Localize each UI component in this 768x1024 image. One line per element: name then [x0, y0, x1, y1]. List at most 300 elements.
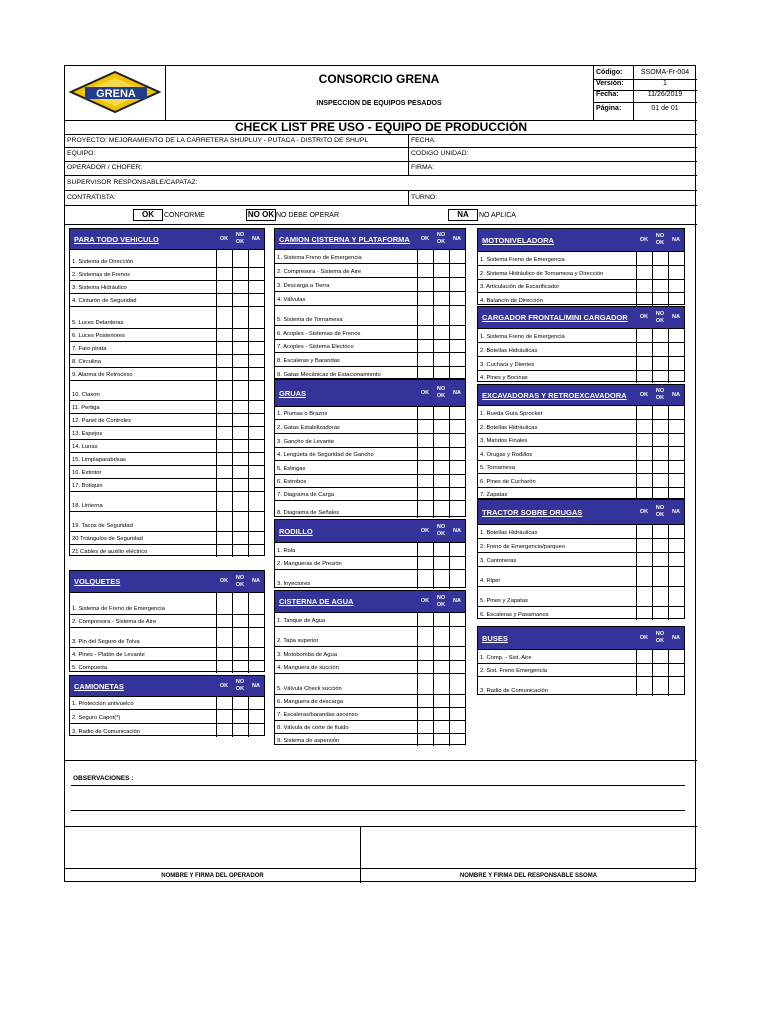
na-checkbox-cell[interactable] [668, 434, 669, 446]
checklist-item-label: 4. Válvulas [277, 297, 306, 303]
nook-checkbox-cell[interactable] [232, 368, 233, 380]
nook-checkbox-cell[interactable] [232, 281, 233, 293]
na-checkbox-cell[interactable] [668, 280, 669, 292]
ok-checkbox-cell[interactable] [636, 525, 637, 538]
nook-checkbox-cell[interactable] [652, 525, 653, 538]
na-checkbox-cell[interactable] [248, 440, 249, 452]
nook-checkbox-cell[interactable] [232, 545, 233, 557]
na-checkbox-cell[interactable] [668, 329, 669, 342]
na-checkbox-cell[interactable] [668, 474, 669, 487]
nook-checkbox-cell[interactable] [433, 434, 434, 447]
nook-checkbox-cell[interactable] [433, 306, 434, 325]
checklist-item-label: 5. Eslingas [277, 466, 306, 472]
checklist-item-label: 5. Pines y Zapatas [480, 598, 529, 604]
nook-checkbox-cell[interactable] [433, 674, 434, 694]
nook-checkbox-cell[interactable] [433, 292, 434, 305]
nook-checkbox-cell[interactable] [433, 488, 434, 500]
checklist-row [275, 447, 465, 460]
checklist-item-label: 9. Gatas Mecánicas de Estacionamiento [277, 372, 381, 378]
checklist-row [275, 366, 465, 380]
na-checkbox-cell[interactable] [668, 266, 669, 279]
na-checkbox-cell[interactable] [248, 307, 249, 328]
ok-checkbox-cell[interactable] [216, 381, 217, 400]
nook-checkbox-cell[interactable] [232, 342, 233, 354]
na-checkbox-cell[interactable] [668, 553, 669, 566]
meta-page-value: 01 de 01 [651, 105, 679, 112]
checklist-row [70, 478, 264, 491]
na-checkbox-cell[interactable] [449, 488, 450, 500]
ok-checkbox-cell[interactable] [417, 695, 418, 707]
nook-checkbox-cell[interactable] [652, 266, 653, 279]
nook-checkbox-cell[interactable] [433, 326, 434, 339]
na-checkbox-cell[interactable] [248, 294, 249, 306]
na-checkbox-cell[interactable] [668, 252, 669, 265]
nook-checkbox-cell[interactable] [652, 587, 653, 606]
ok-checkbox-cell[interactable] [417, 434, 418, 447]
na-checkbox-cell[interactable] [449, 557, 450, 569]
ok-checkbox-cell[interactable] [636, 474, 637, 487]
nook-checkbox-cell[interactable] [232, 648, 233, 660]
na-checkbox-cell[interactable] [248, 593, 249, 614]
col-na-header: NA [252, 235, 260, 242]
checklist-item-label: 6. Escaleras y Pasamanos [480, 612, 549, 618]
ok-checkbox-cell[interactable] [636, 266, 637, 279]
ok-checkbox-cell[interactable] [417, 613, 418, 626]
meta-version-label: Versión: [596, 80, 624, 87]
ok-checkbox-cell[interactable] [636, 664, 637, 676]
nook-checkbox-cell[interactable] [652, 677, 653, 696]
na-checkbox-cell[interactable] [449, 278, 450, 291]
checklist-row [478, 279, 684, 292]
na-checkbox-cell[interactable] [449, 613, 450, 626]
ok-checkbox-cell[interactable] [417, 407, 418, 419]
na-checkbox-cell[interactable] [668, 447, 669, 460]
ok-checkbox-cell[interactable] [216, 492, 217, 511]
checklist-row [275, 733, 465, 746]
nook-checkbox-cell[interactable] [433, 420, 434, 433]
nook-checkbox-cell[interactable] [652, 371, 653, 383]
checklist-item-label: 1. Sistema de Freno de Emergencia [72, 606, 165, 612]
checklist-item-label: 3. Radio de Comunicación [480, 688, 548, 694]
na-checkbox-cell[interactable] [449, 661, 450, 673]
nook-checkbox-cell[interactable] [652, 474, 653, 487]
na-checkbox-cell[interactable] [248, 512, 249, 531]
ok-checkbox-cell[interactable] [636, 553, 637, 566]
na-checkbox-cell[interactable] [449, 420, 450, 433]
checklist-row [70, 491, 264, 511]
ok-checkbox-cell[interactable] [216, 268, 217, 280]
na-checkbox-cell[interactable] [449, 647, 450, 660]
nook-checkbox-cell[interactable] [433, 734, 434, 746]
na-checkbox-cell[interactable] [248, 368, 249, 380]
nook-checkbox-cell[interactable] [652, 357, 653, 370]
nook-checkbox-cell[interactable] [232, 440, 233, 452]
section-title: PARA TODO VEHICULO [74, 234, 159, 244]
ok-checkbox-cell[interactable] [417, 475, 418, 487]
ok-checkbox-cell[interactable] [417, 264, 418, 277]
na-checkbox-cell[interactable] [248, 401, 249, 413]
na-checkbox-cell[interactable] [668, 677, 669, 696]
ok-checkbox-cell[interactable] [216, 532, 217, 544]
checklist-item-label: 16. Extintor [72, 470, 102, 476]
col-nook-header: NO OK [655, 388, 665, 401]
na-checkbox-cell[interactable] [668, 293, 669, 306]
ok-checkbox-cell[interactable] [417, 420, 418, 433]
nook-checkbox-cell[interactable] [433, 250, 434, 263]
ok-checkbox-cell[interactable] [216, 307, 217, 328]
checklist-row [478, 663, 684, 676]
ok-checkbox-cell[interactable] [636, 252, 637, 265]
nook-checkbox-cell[interactable] [232, 453, 233, 465]
ok-checkbox-cell[interactable] [636, 406, 637, 419]
meta-version-value: 1 [663, 80, 667, 87]
ok-checkbox-cell[interactable] [216, 724, 217, 737]
ok-checkbox-cell[interactable] [636, 539, 637, 552]
nook-checkbox-cell[interactable] [232, 628, 233, 647]
na-checkbox-cell[interactable] [668, 461, 669, 473]
ok-checkbox-cell[interactable] [417, 647, 418, 660]
section-para-todo [69, 228, 265, 556]
na-checkbox-cell[interactable] [248, 427, 249, 439]
nook-checkbox-cell[interactable] [652, 607, 653, 620]
ok-checkbox-cell[interactable] [636, 447, 637, 460]
nook-checkbox-cell[interactable] [433, 570, 434, 589]
col-nook-header: NO OK [436, 386, 446, 399]
ok-checkbox-cell[interactable] [216, 615, 217, 627]
na-checkbox-cell[interactable] [449, 475, 450, 487]
nook-checkbox-cell[interactable] [652, 664, 653, 676]
na-checkbox-cell[interactable] [248, 648, 249, 660]
ok-checkbox-cell[interactable] [417, 326, 418, 339]
ok-checkbox-cell[interactable] [216, 545, 217, 557]
nook-checkbox-cell[interactable] [232, 697, 233, 709]
na-checkbox-cell[interactable] [449, 695, 450, 707]
ok-checkbox-cell[interactable] [636, 567, 637, 586]
ok-checkbox-cell[interactable] [216, 355, 217, 367]
ok-checkbox-cell[interactable] [216, 281, 217, 293]
nook-checkbox-cell[interactable] [433, 353, 434, 366]
na-checkbox-cell[interactable] [449, 326, 450, 339]
na-checkbox-cell[interactable] [449, 448, 450, 460]
nook-checkbox-cell[interactable] [232, 401, 233, 413]
nook-checkbox-cell[interactable] [433, 661, 434, 673]
ok-checkbox-cell[interactable] [417, 292, 418, 305]
nook-checkbox-cell[interactable] [433, 708, 434, 720]
nook-checkbox-cell[interactable] [232, 381, 233, 400]
nook-checkbox-cell[interactable] [232, 414, 233, 426]
nook-checkbox-cell[interactable] [652, 553, 653, 566]
ok-checkbox-cell[interactable] [636, 293, 637, 306]
na-checkbox-cell[interactable] [449, 501, 450, 518]
na-checkbox-cell[interactable] [668, 357, 669, 370]
nook-checkbox-cell[interactable] [652, 420, 653, 433]
na-checkbox-cell[interactable] [449, 543, 450, 556]
section-header [275, 591, 465, 612]
nook-checkbox-cell[interactable] [652, 567, 653, 586]
checklist-row [275, 694, 465, 707]
na-checkbox-cell[interactable] [449, 306, 450, 325]
na-checkbox-cell[interactable] [449, 627, 450, 646]
nook-checkbox-cell[interactable] [433, 461, 434, 474]
section-header [478, 500, 684, 524]
ok-checkbox-cell[interactable] [216, 294, 217, 306]
checklist-item-label: 4. Cinturón de Seguridad [72, 298, 137, 304]
na-checkbox-cell[interactable] [248, 479, 249, 491]
na-checkbox-cell[interactable] [449, 708, 450, 720]
ok-checkbox-cell[interactable] [216, 593, 217, 614]
na-checkbox-cell[interactable] [668, 420, 669, 433]
nook-checkbox-cell[interactable] [652, 252, 653, 265]
ok-checkbox-cell[interactable] [636, 343, 637, 356]
section-header [478, 307, 684, 328]
ok-checkbox-cell[interactable] [216, 250, 217, 267]
nook-checkbox-cell[interactable] [232, 466, 233, 478]
ok-checkbox-cell[interactable] [216, 697, 217, 709]
col-na-header: NA [453, 389, 461, 396]
checklist-row [275, 325, 465, 339]
nook-checkbox-cell[interactable] [652, 329, 653, 342]
na-checkbox-cell[interactable] [668, 607, 669, 620]
col-ok-header: OK [420, 389, 430, 396]
na-checkbox-cell[interactable] [449, 734, 450, 746]
checklist-item-label: 9. Alarma de Retroceso [72, 372, 133, 378]
ok-checkbox-cell[interactable] [417, 557, 418, 569]
na-checkbox-cell[interactable] [668, 406, 669, 419]
checklist-row [275, 249, 465, 263]
ok-checkbox-cell[interactable] [417, 488, 418, 500]
checklist-item-label: 6. Manguera de descarga [277, 699, 344, 705]
nook-checkbox-cell[interactable] [232, 724, 233, 737]
na-checkbox-cell[interactable] [248, 453, 249, 465]
na-checkbox-cell[interactable] [449, 674, 450, 694]
na-checkbox-cell[interactable] [248, 615, 249, 627]
ok-checkbox-cell[interactable] [216, 329, 217, 341]
checklist-item-label: 3. Mandos Finales [480, 438, 528, 444]
unit-code-field: CODIGO UNIDAD: [411, 150, 469, 157]
nook-checkbox-cell[interactable] [433, 627, 434, 646]
ok-checkbox-cell[interactable] [417, 278, 418, 291]
checklist-item-label: 1. Tanque de Agua [277, 618, 326, 624]
nook-checkbox-cell[interactable] [232, 329, 233, 341]
nook-checkbox-cell[interactable] [433, 475, 434, 487]
nook-checkbox-cell[interactable] [232, 307, 233, 328]
nook-checkbox-cell[interactable] [652, 434, 653, 446]
nook-checkbox-cell[interactable] [433, 340, 434, 352]
ok-checkbox-cell[interactable] [216, 440, 217, 452]
na-checkbox-cell[interactable] [248, 355, 249, 367]
na-checkbox-cell[interactable] [449, 461, 450, 474]
nook-checkbox-cell[interactable] [433, 501, 434, 518]
na-checkbox-cell[interactable] [248, 329, 249, 341]
na-checkbox-cell[interactable] [248, 697, 249, 709]
checklist-item-label: 4. Manguera de succión [277, 665, 339, 671]
ok-checkbox-cell[interactable] [216, 661, 217, 673]
checklist-item-label: 2. Seguro Capot(*) [72, 715, 121, 721]
nook-checkbox-cell[interactable] [433, 557, 434, 569]
nook-checkbox-cell[interactable] [232, 710, 233, 723]
nook-checkbox-cell[interactable] [652, 461, 653, 473]
ok-checkbox-cell[interactable] [417, 340, 418, 352]
nook-checkbox-cell[interactable] [232, 532, 233, 544]
checklist-item-label: 1. Sistema Freno de Emergencia [277, 255, 362, 261]
ok-checkbox-cell[interactable] [216, 479, 217, 491]
nook-checkbox-cell[interactable] [652, 280, 653, 292]
na-checkbox-cell[interactable] [668, 664, 669, 676]
nook-checkbox-cell[interactable] [232, 250, 233, 267]
na-checkbox-cell[interactable] [248, 381, 249, 400]
na-checkbox-cell[interactable] [248, 268, 249, 280]
checklist-row [70, 592, 264, 614]
col-ok-header: OK [219, 578, 229, 584]
nook-checkbox-cell[interactable] [652, 293, 653, 306]
nook-checkbox-cell[interactable] [433, 278, 434, 291]
nook-checkbox-cell[interactable] [232, 268, 233, 280]
na-checkbox-cell[interactable] [668, 371, 669, 383]
na-checkbox-cell[interactable] [449, 353, 450, 366]
ok-checkbox-cell[interactable] [417, 721, 418, 733]
ok-checkbox-cell[interactable] [417, 570, 418, 589]
ok-checkbox-cell[interactable] [636, 677, 637, 696]
nook-checkbox-cell[interactable] [652, 650, 653, 663]
na-checkbox-cell[interactable] [248, 466, 249, 478]
na-checkbox-cell[interactable] [449, 721, 450, 733]
nook-checkbox-cell[interactable] [232, 661, 233, 673]
col-nook-header: NO OK [655, 505, 665, 518]
nook-checkbox-cell[interactable] [232, 294, 233, 306]
ok-checkbox-cell[interactable] [417, 448, 418, 460]
ok-checkbox-cell[interactable] [216, 466, 217, 478]
ok-checkbox-cell[interactable] [636, 371, 637, 383]
na-checkbox-cell[interactable] [248, 492, 249, 511]
legend-ok-text: CONFORME [164, 212, 205, 219]
ok-checkbox-cell[interactable] [417, 708, 418, 720]
nook-checkbox-cell[interactable] [232, 593, 233, 614]
na-checkbox-cell[interactable] [668, 567, 669, 586]
na-checkbox-cell[interactable] [248, 414, 249, 426]
checklist-item-label: 1. Protección antivuelco [72, 701, 134, 707]
nook-checkbox-cell[interactable] [433, 695, 434, 707]
nook-checkbox-cell[interactable] [232, 355, 233, 367]
na-checkbox-cell[interactable] [248, 281, 249, 293]
ok-checkbox-cell[interactable] [417, 501, 418, 518]
col-nook-header: NO OK [235, 679, 245, 692]
na-checkbox-cell[interactable] [668, 587, 669, 606]
na-checkbox-cell[interactable] [668, 525, 669, 538]
ok-checkbox-cell[interactable] [636, 329, 637, 342]
checklist-row [70, 452, 264, 465]
nook-checkbox-cell[interactable] [652, 343, 653, 356]
checklist-item-label: 9. Sistema de aspersión [277, 738, 340, 744]
ok-checkbox-cell[interactable] [636, 461, 637, 473]
na-checkbox-cell[interactable] [449, 434, 450, 447]
nook-checkbox-cell[interactable] [232, 427, 233, 439]
ok-checkbox-cell[interactable] [417, 353, 418, 366]
checklist-item-label: 5. Tornamesa [480, 465, 516, 471]
ok-checkbox-cell[interactable] [636, 420, 637, 433]
ok-checkbox-cell[interactable] [636, 434, 637, 446]
ok-checkbox-cell[interactable] [216, 368, 217, 380]
checklist-row [70, 280, 264, 293]
na-checkbox-cell[interactable] [449, 292, 450, 305]
na-checkbox-cell[interactable] [248, 532, 249, 544]
col-ok-header: OK [420, 235, 430, 242]
na-checkbox-cell[interactable] [449, 407, 450, 419]
checklist-row [70, 439, 264, 452]
na-checkbox-cell[interactable] [449, 250, 450, 263]
nook-checkbox-cell[interactable] [652, 539, 653, 552]
nook-checkbox-cell[interactable] [433, 647, 434, 660]
ok-checkbox-cell[interactable] [417, 734, 418, 746]
checklist-item-label: 1. Rola [277, 548, 296, 554]
na-checkbox-cell[interactable] [668, 650, 669, 663]
na-checkbox-cell[interactable] [449, 570, 450, 589]
ok-checkbox-cell[interactable] [417, 543, 418, 556]
na-checkbox-cell[interactable] [248, 628, 249, 647]
na-checkbox-cell[interactable] [668, 539, 669, 552]
ok-checkbox-cell[interactable] [216, 648, 217, 660]
ok-checkbox-cell[interactable] [216, 710, 217, 723]
checklist-title: CHECK LIST PRE USO - EQUIPO DE PRODUCCIÓN [234, 120, 528, 134]
nook-checkbox-cell[interactable] [433, 721, 434, 733]
ok-checkbox-cell[interactable] [636, 280, 637, 292]
nook-checkbox-cell[interactable] [433, 407, 434, 419]
ok-checkbox-cell[interactable] [216, 414, 217, 426]
nook-checkbox-cell[interactable] [433, 613, 434, 626]
nook-checkbox-cell[interactable] [433, 448, 434, 460]
ok-checkbox-cell[interactable] [417, 461, 418, 474]
na-checkbox-cell[interactable] [248, 250, 249, 267]
ok-checkbox-cell[interactable] [216, 628, 217, 647]
na-checkbox-cell[interactable] [449, 340, 450, 352]
ok-checkbox-cell[interactable] [636, 607, 637, 620]
ok-checkbox-cell[interactable] [636, 650, 637, 663]
ok-checkbox-cell[interactable] [216, 453, 217, 465]
nook-checkbox-cell[interactable] [232, 479, 233, 491]
ok-checkbox-cell[interactable] [417, 627, 418, 646]
checklist-row [478, 251, 684, 265]
ok-checkbox-cell[interactable] [417, 250, 418, 263]
ok-checkbox-cell[interactable] [216, 401, 217, 413]
nook-checkbox-cell[interactable] [232, 615, 233, 627]
na-checkbox-cell[interactable] [248, 342, 249, 354]
checklist-item-label: 21 Cables de auxilio eléctrico [72, 549, 148, 555]
na-checkbox-cell[interactable] [248, 710, 249, 723]
na-checkbox-cell[interactable] [449, 264, 450, 277]
nook-checkbox-cell[interactable] [652, 447, 653, 460]
checklist-row [275, 339, 465, 352]
ok-checkbox-cell[interactable] [216, 512, 217, 531]
na-checkbox-cell[interactable] [668, 343, 669, 356]
checklist-item-label: 17. Botiquin [72, 483, 103, 489]
ok-checkbox-cell[interactable] [636, 587, 637, 606]
ok-checkbox-cell[interactable] [216, 427, 217, 439]
nook-checkbox-cell[interactable] [232, 512, 233, 531]
na-checkbox-cell[interactable] [248, 545, 249, 557]
nook-checkbox-cell[interactable] [433, 264, 434, 277]
ok-checkbox-cell[interactable] [417, 661, 418, 673]
nook-checkbox-cell[interactable] [232, 492, 233, 511]
nook-checkbox-cell[interactable] [433, 543, 434, 556]
checklist-row [70, 544, 264, 557]
ok-checkbox-cell[interactable] [636, 357, 637, 370]
na-checkbox-cell[interactable] [248, 724, 249, 737]
operator-field: OPERADOR / CHOFER: [67, 164, 143, 171]
na-checkbox-cell[interactable] [248, 661, 249, 673]
ok-checkbox-cell[interactable] [417, 674, 418, 694]
nook-checkbox-cell[interactable] [652, 406, 653, 419]
ok-checkbox-cell[interactable] [216, 342, 217, 354]
ok-checkbox-cell[interactable] [417, 306, 418, 325]
